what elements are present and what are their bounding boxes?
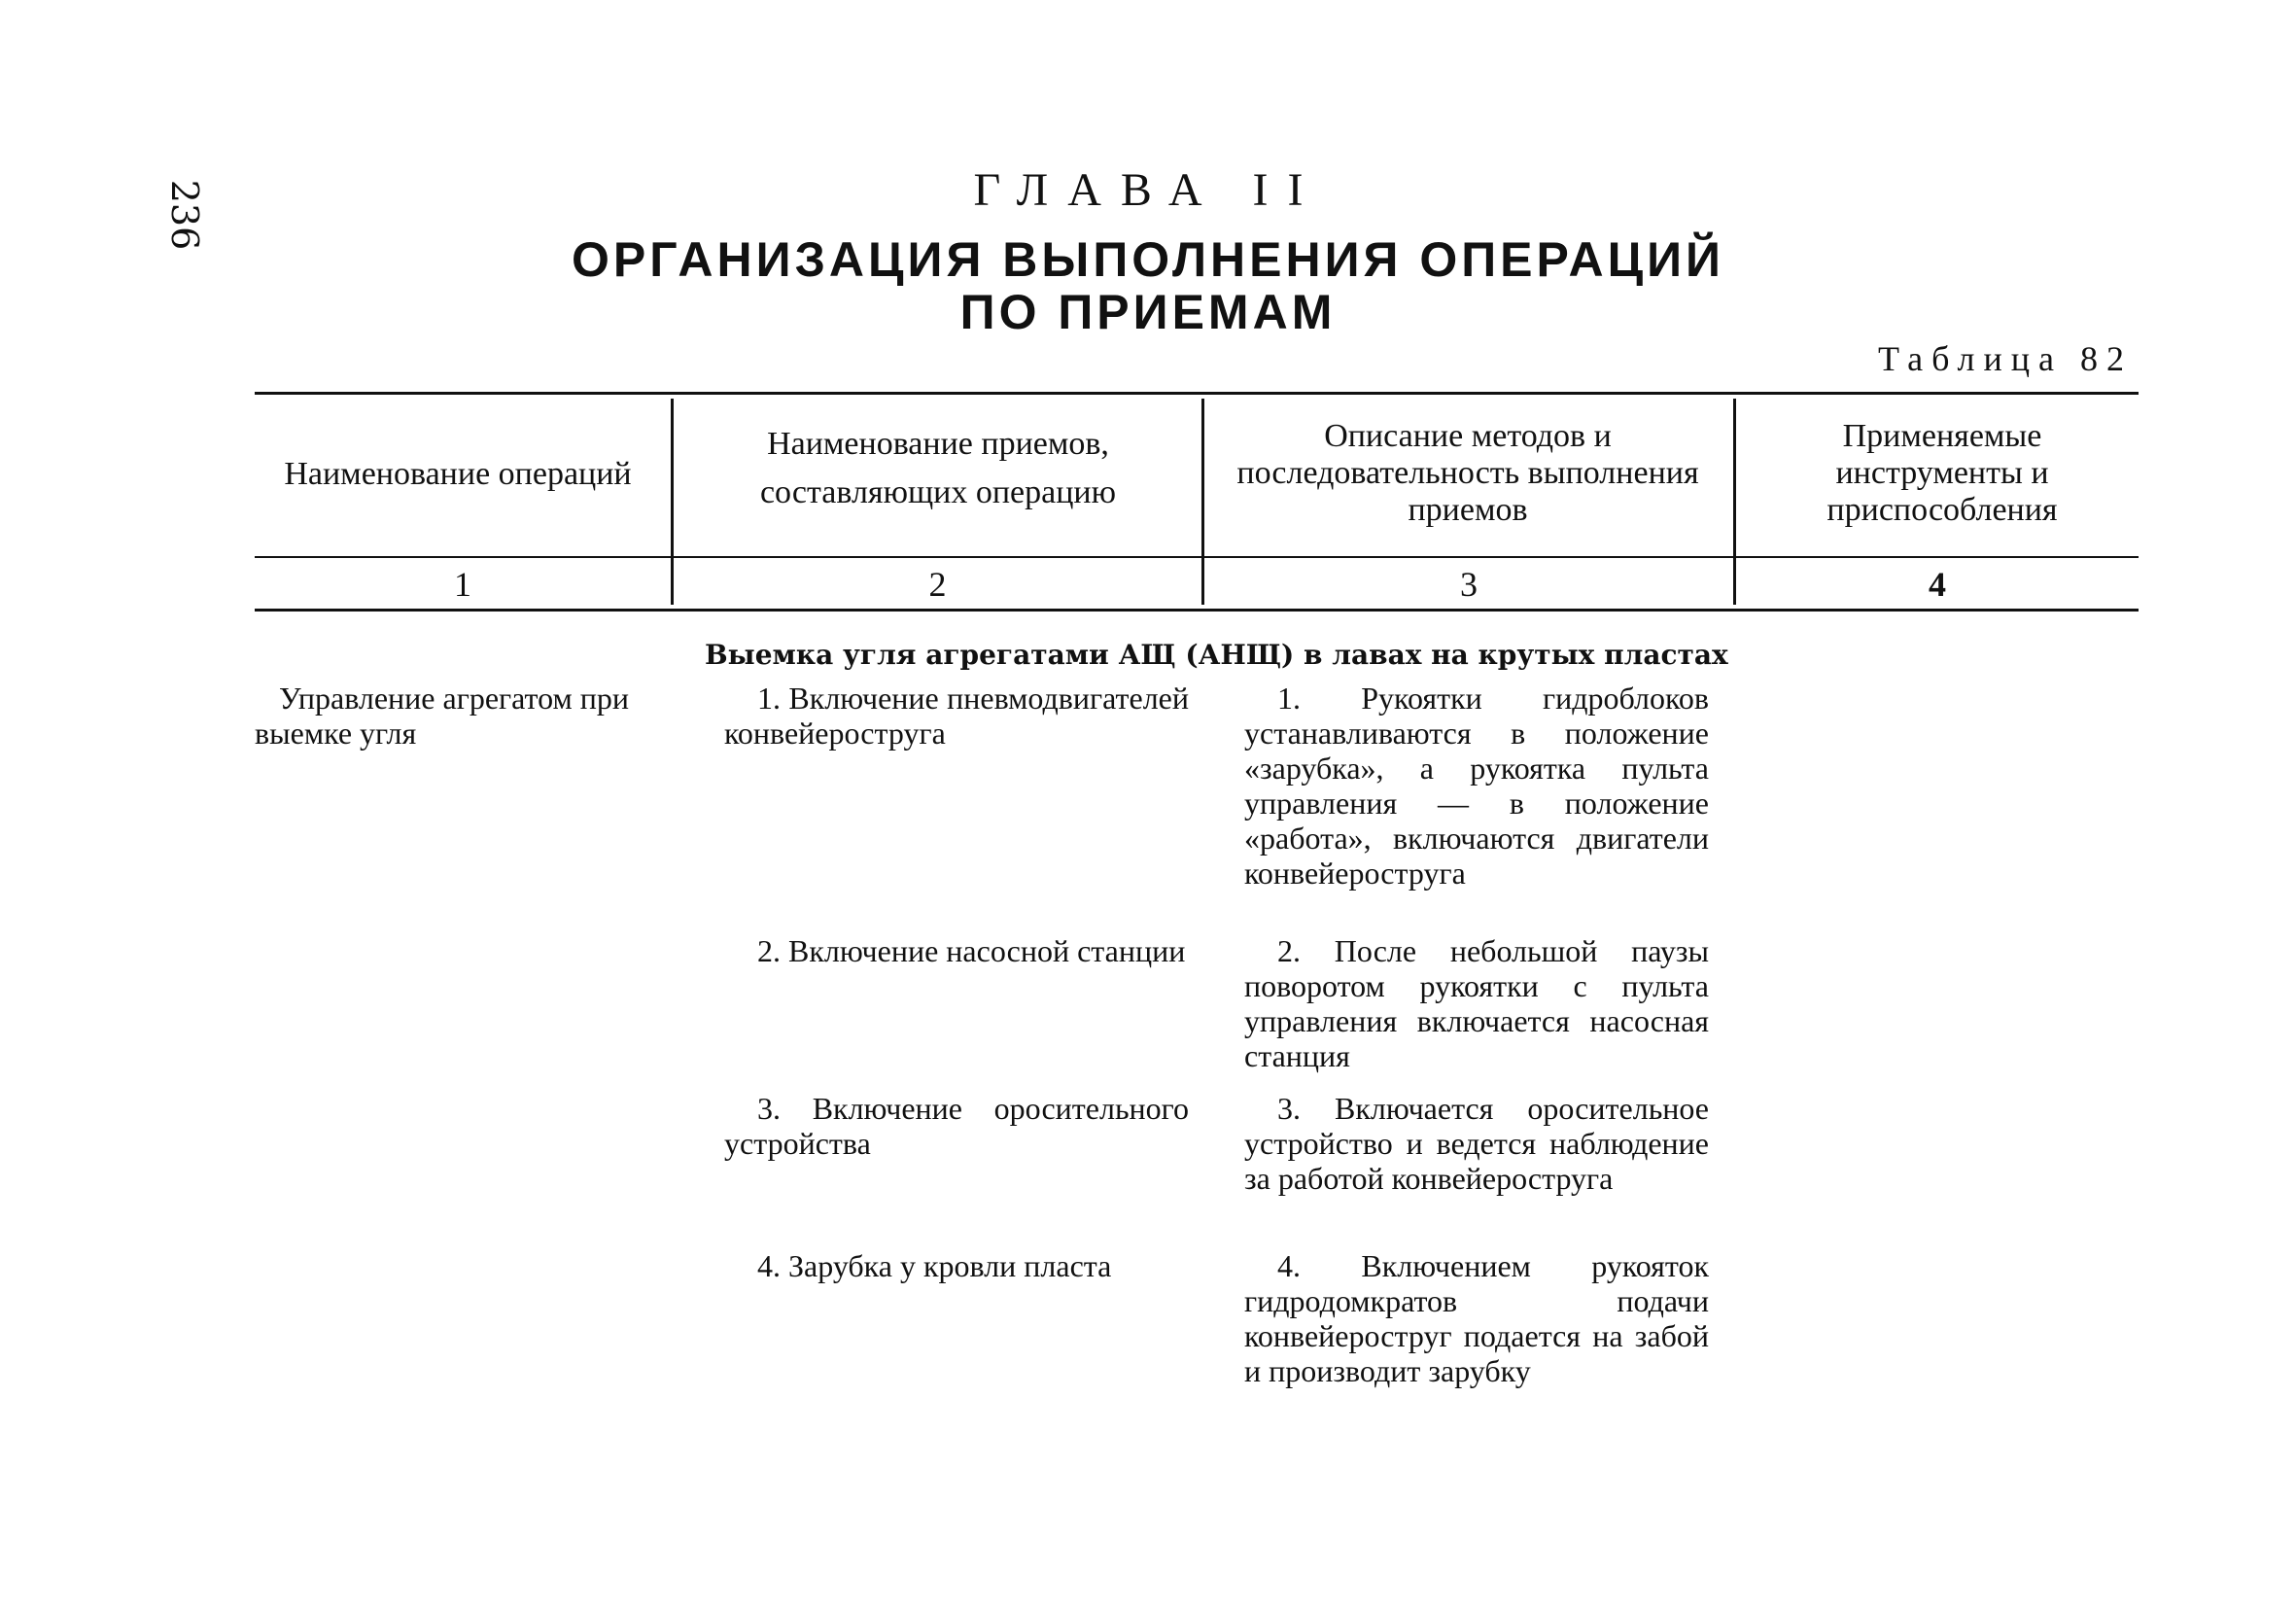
chapter-label: ГЛАВА II <box>973 164 1323 216</box>
header-col-4: Применяемые инструменты и приспособления <box>1826 418 2058 528</box>
step-1: 1. Включение пневмодвигателей конвейероструга <box>724 681 1189 751</box>
table-top-rule <box>255 392 2139 395</box>
header-col-1: Наименование операций <box>284 456 632 492</box>
operation-name: Управление агрегатом при выемке угля <box>255 681 629 751</box>
description-1: 1. Рукоятки гидроблоков устанавливаются в положение «зарубка», а рукоятка пульта управления — в положение «работа», включаются двигатели конвейероструга <box>1244 681 1709 891</box>
header-col-3: Описание методов и последовательность выполнения приемов <box>1236 418 1699 528</box>
chapter-title-line-1: ОРГАНИЗАЦИЯ ВЫПОЛНЕНИЯ ОПЕРАЦИЙ <box>571 232 1724 287</box>
description-3: 3. Включается оросительное устройство и ведется наблюдение за работой конвейероструга <box>1244 1091 1709 1196</box>
chapter-title-line-2: ПО ПРИЕМАМ <box>959 285 1337 339</box>
description-4: 4. Включением рукояток гидродомкратов подачи конвейероструг подается на забой и производит зарубку <box>1244 1248 1709 1388</box>
column-number-rule <box>255 609 2139 612</box>
header-bottom-rule <box>255 556 2139 558</box>
header-col-2: Наименование приемов, составляющих операцию <box>759 426 1117 510</box>
column-number-1: 1 <box>454 565 471 604</box>
table-label: Таблица 82 <box>1878 339 2133 378</box>
step-2: 2. Включение насосной станции <box>757 933 1186 968</box>
description-2: 2. После небольшой паузы поворотом рукоятки с пульта управления включается насосная станция <box>1244 933 1709 1073</box>
page-number: 236 <box>163 179 206 251</box>
column-number-2: 2 <box>928 565 947 604</box>
column-number-4: 4 <box>1929 565 1946 604</box>
step-4: 4. Зарубка у кровли пласта <box>757 1248 1112 1283</box>
column-number-3: 3 <box>1460 565 1478 604</box>
section-title: Выемка угля агрегатами АЩ (АНЩ) в лавах на крутых пластах <box>705 639 1728 671</box>
step-3: 3. Включение оросительного устройства <box>724 1091 1189 1161</box>
